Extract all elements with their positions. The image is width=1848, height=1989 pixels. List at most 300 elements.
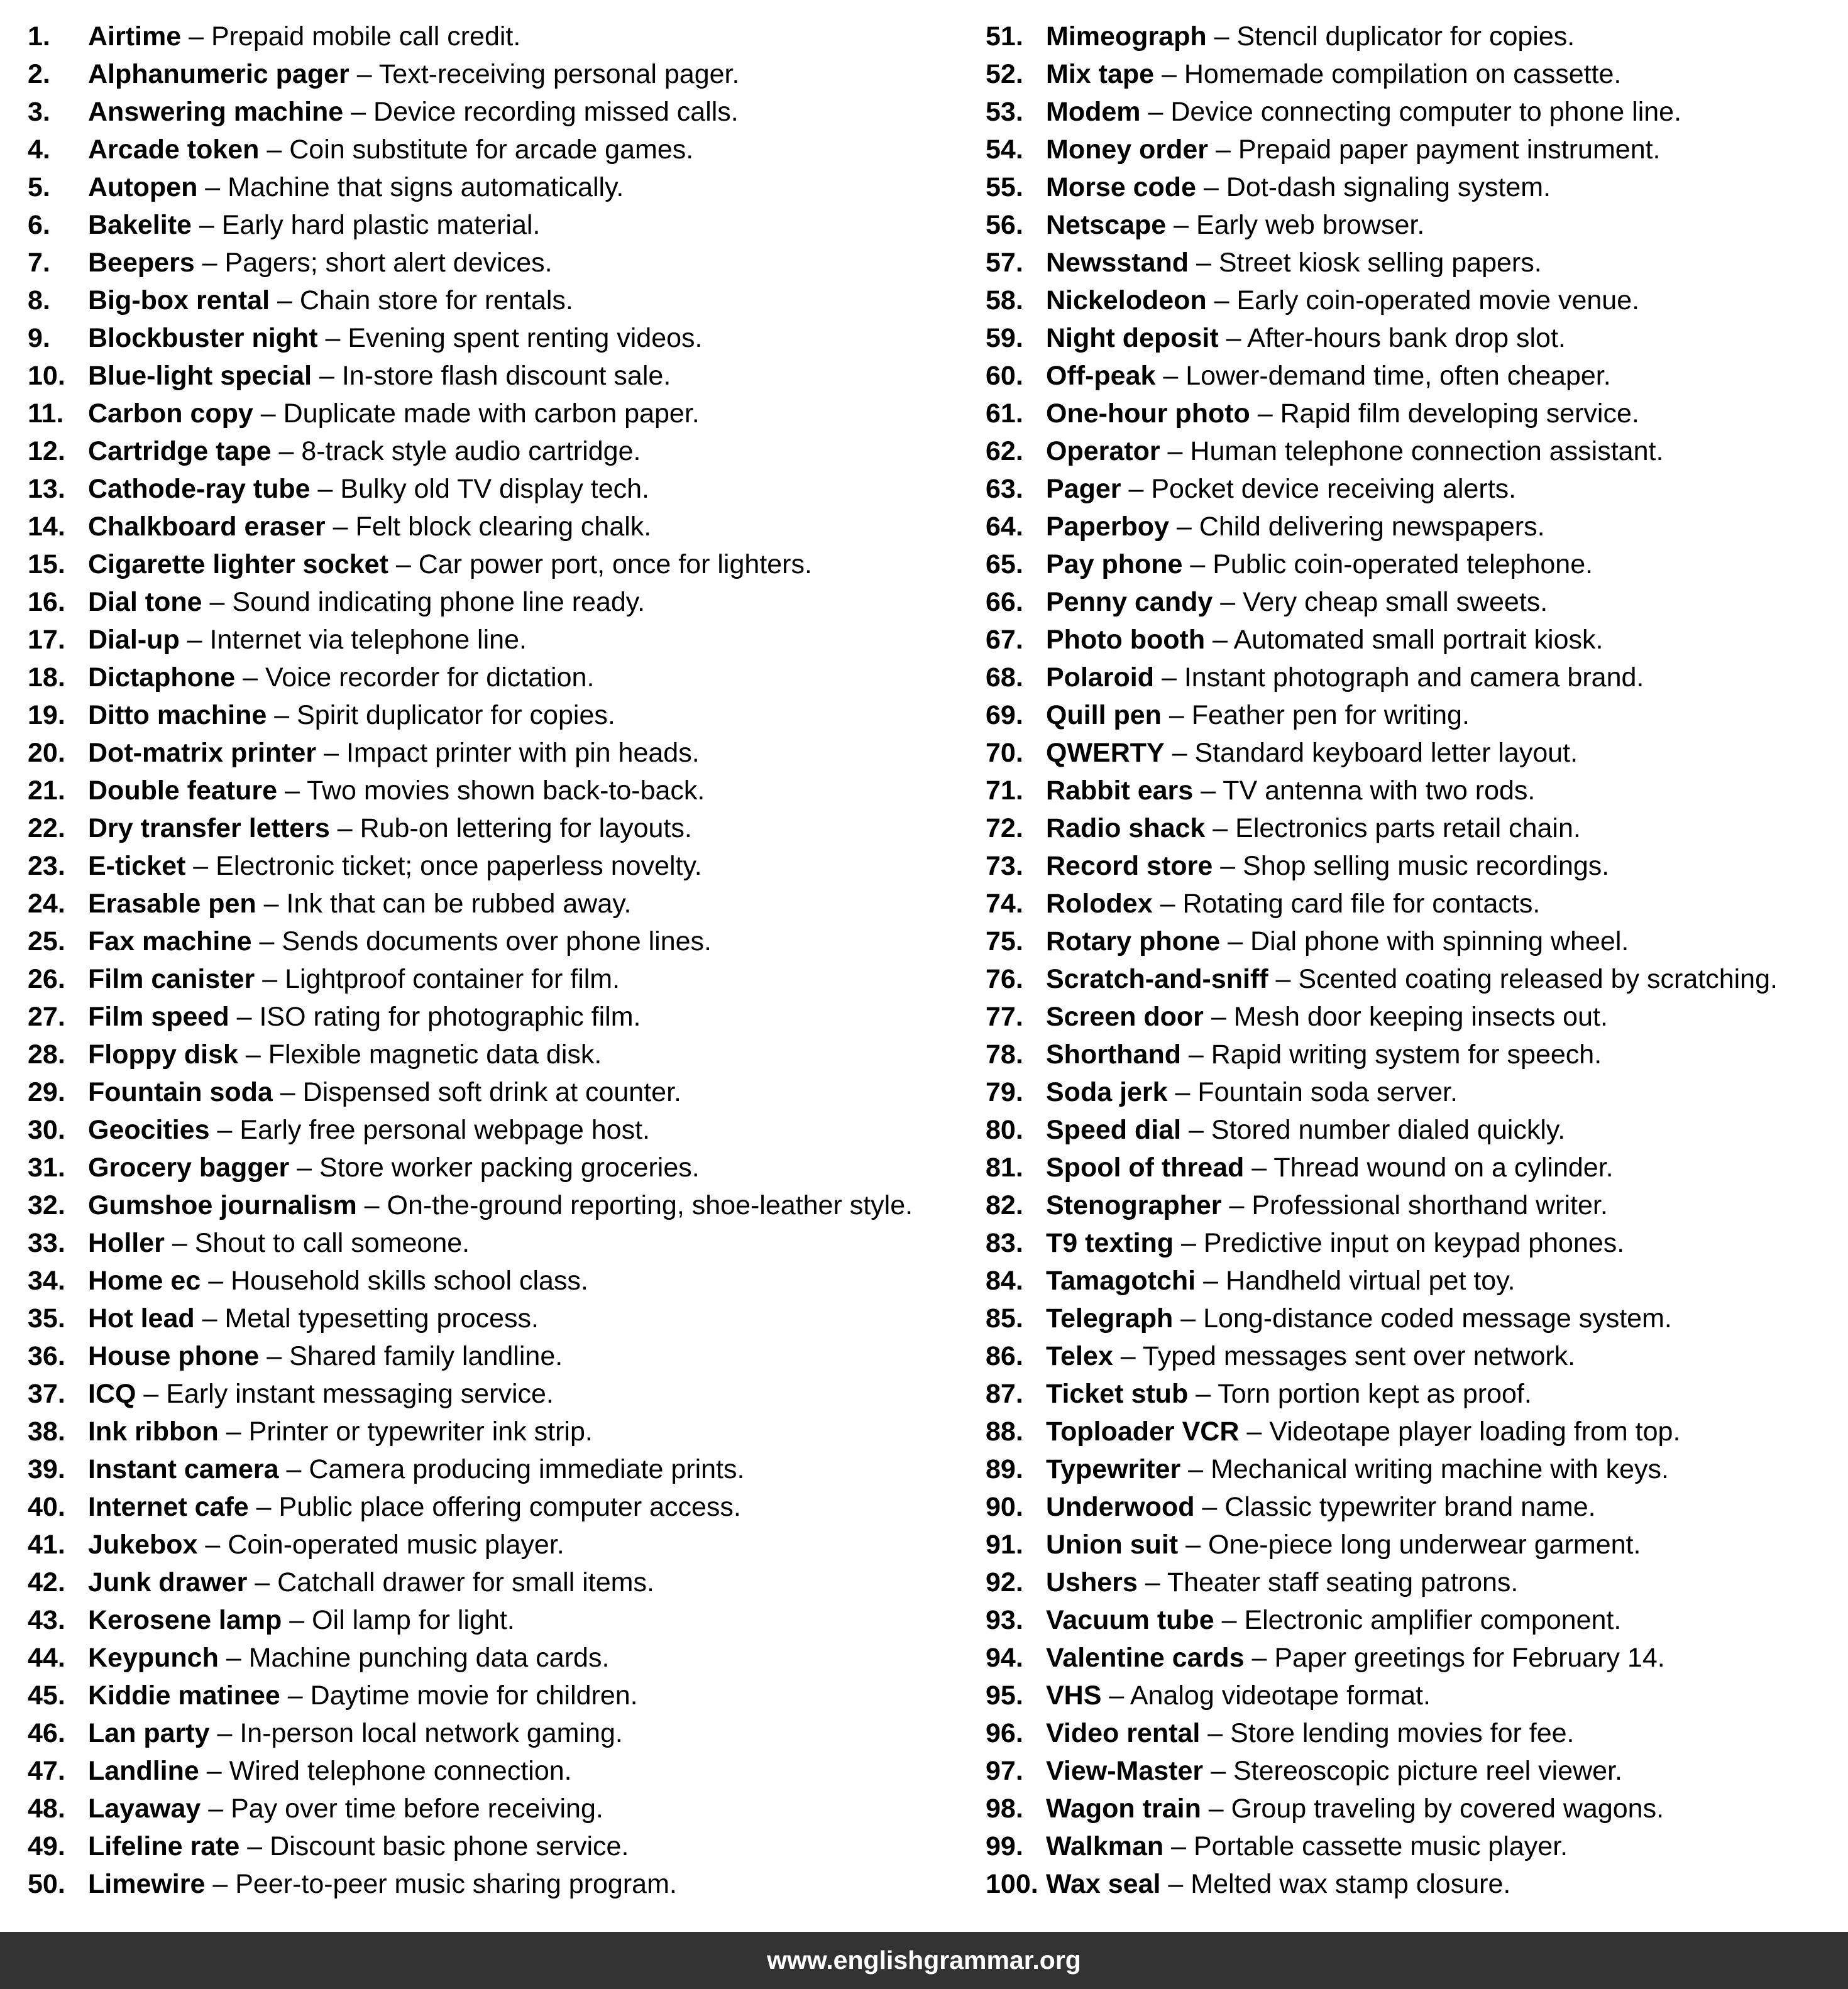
item-number: 58.	[986, 285, 1023, 315]
item-term: House phone	[88, 1341, 260, 1371]
item-text: Shorthand – Rapid writing system for speech.	[1046, 1039, 1602, 1070]
item-term: Speed dial	[1046, 1115, 1182, 1145]
item-definition: Stored number dialed quickly.	[1211, 1115, 1566, 1145]
list-item	[28, 1790, 952, 1827]
list-item	[28, 1073, 952, 1111]
list-item	[28, 319, 952, 357]
item-text: Night deposit – After-hours bank drop slot.	[1046, 323, 1566, 353]
item-definition: Pagers; short alert devices.	[224, 248, 553, 278]
item-number: 96.	[986, 1718, 1023, 1748]
item-definition: Torn portion kept as proof.	[1218, 1379, 1532, 1409]
item-number: 28.	[28, 1039, 65, 1070]
list-item	[986, 998, 1847, 1036]
list-item	[28, 621, 952, 659]
item-text: Modem – Device connecting computer to phone line.	[1046, 97, 1682, 127]
item-number: 65.	[986, 549, 1023, 579]
item-definition: On-the-ground reporting, shoe-leather style.	[387, 1190, 913, 1220]
item-number: 79.	[986, 1077, 1023, 1107]
list-item	[986, 1111, 1847, 1149]
list-item	[986, 1488, 1847, 1526]
item-definition: Early instant messaging service.	[166, 1379, 554, 1409]
item-term: Quill pen	[1046, 700, 1162, 730]
item-number: 7.	[28, 248, 50, 278]
list-item	[986, 583, 1847, 621]
item-text: Stenographer – Professional shorthand writer.	[1046, 1190, 1608, 1220]
item-definition: Coin-operated music player.	[228, 1530, 564, 1560]
item-term: VHS	[1046, 1680, 1102, 1711]
list-item	[28, 508, 952, 545]
item-definition: Melted wax stamp closure.	[1191, 1869, 1511, 1899]
item-number: 17.	[28, 625, 65, 655]
item-number: 37.	[28, 1379, 65, 1409]
item-definition: Ink that can be rubbed away.	[286, 889, 632, 919]
item-text: Pager – Pocket device receiving alerts.	[1046, 474, 1517, 504]
list-item	[986, 1865, 1847, 1903]
item-text: Money order – Prepaid paper payment instrument.	[1046, 134, 1661, 165]
item-definition: Portable cassette music player.	[1194, 1831, 1568, 1861]
item-definition: Rapid film developing service.	[1280, 398, 1639, 429]
item-term: Off-peak	[1046, 361, 1156, 391]
list-item	[986, 357, 1847, 395]
item-definition: Scented coating released by scratching.	[1298, 964, 1778, 994]
item-text: Double feature – Two movies shown back-to-back.	[88, 775, 705, 806]
list-item	[986, 1300, 1847, 1337]
item-number: 35.	[28, 1303, 65, 1334]
item-text: Arcade token – Coin substitute for arcade games.	[88, 134, 694, 165]
item-definition: Spirit duplicator for copies.	[297, 700, 615, 730]
item-number: 20.	[28, 738, 65, 768]
item-term: Screen door	[1046, 1002, 1204, 1032]
item-term: Wax seal	[1046, 1869, 1161, 1899]
list-item	[28, 55, 952, 93]
item-number: 57.	[986, 248, 1023, 278]
item-definition: Shared family landline.	[289, 1341, 563, 1371]
item-definition: Duplicate made with carbon paper.	[283, 398, 700, 429]
item-number: 11.	[28, 398, 64, 429]
item-term: Chalkboard eraser	[88, 512, 326, 542]
item-number: 15.	[28, 549, 65, 579]
item-term: Floppy disk	[88, 1039, 238, 1070]
item-term: Erasable pen	[88, 889, 256, 919]
item-number: 72.	[986, 813, 1023, 843]
item-term: Walkman	[1046, 1831, 1164, 1861]
item-definition: Homemade compilation on cassette.	[1184, 59, 1622, 89]
list-item	[28, 93, 952, 131]
item-term: Beepers	[88, 248, 195, 278]
list-item	[986, 319, 1847, 357]
item-text: Hot lead – Metal typesetting process.	[88, 1303, 539, 1334]
item-term: Dry transfer letters	[88, 813, 330, 843]
item-text: One-hour photo – Rapid film developing service.	[1046, 398, 1639, 429]
item-text: Geocities – Early free personal webpage host.	[88, 1115, 650, 1145]
item-number: 45.	[28, 1680, 65, 1711]
item-term: Limewire	[88, 1869, 206, 1899]
left-term-column	[28, 18, 952, 1903]
item-text: Soda jerk – Fountain soda server.	[1046, 1077, 1458, 1107]
item-term: Rolodex	[1046, 889, 1153, 919]
item-term: Dictaphone	[88, 662, 236, 693]
list-item	[986, 1036, 1847, 1073]
list-item	[986, 168, 1847, 206]
item-number: 40.	[28, 1492, 65, 1522]
item-number: 29.	[28, 1077, 65, 1107]
item-term: Airtime	[88, 21, 182, 52]
item-number: 25.	[28, 926, 65, 956]
item-term: Night deposit	[1046, 323, 1219, 353]
item-number: 68.	[986, 662, 1023, 693]
item-text: Floppy disk – Flexible magnetic data disk.	[88, 1039, 602, 1070]
item-text: Vacuum tube – Electronic amplifier component.	[1046, 1605, 1622, 1635]
item-definition: Evening spent renting videos.	[348, 323, 703, 353]
item-text: Penny candy – Very cheap small sweets.	[1046, 587, 1548, 617]
item-number: 27.	[28, 1002, 65, 1032]
list-item	[986, 1186, 1847, 1224]
item-term: Operator	[1046, 436, 1160, 466]
item-definition: Shop selling music recordings.	[1243, 851, 1610, 881]
item-text: VHS – Analog videotape format.	[1046, 1680, 1431, 1711]
item-term: Modem	[1046, 97, 1141, 127]
item-number: 53.	[986, 97, 1023, 127]
item-definition: Long-distance coded message system.	[1203, 1303, 1672, 1334]
item-number: 47.	[28, 1756, 65, 1786]
item-term: Film speed	[88, 1002, 229, 1032]
item-number: 92.	[986, 1567, 1023, 1597]
item-definition: Mechanical writing machine with keys.	[1211, 1454, 1669, 1484]
item-definition: Machine punching data cards.	[248, 1643, 610, 1673]
item-term: Cartridge tape	[88, 436, 272, 466]
list-item	[28, 1337, 952, 1375]
item-term: Dot-matrix printer	[88, 738, 317, 768]
item-number: 5.	[28, 172, 50, 202]
list-item	[28, 1526, 952, 1564]
item-definition: Wired telephone connection.	[229, 1756, 572, 1786]
item-number: 33.	[28, 1228, 65, 1258]
item-definition: Dial phone with spinning wheel.	[1250, 926, 1629, 956]
item-definition: Prepaid mobile call credit.	[211, 21, 521, 52]
item-definition: Street kiosk selling papers.	[1218, 248, 1542, 278]
item-text: Bakelite – Early hard plastic material.	[88, 210, 541, 240]
item-term: Union suit	[1046, 1530, 1179, 1560]
item-number: 71.	[986, 775, 1023, 806]
footer-website-link[interactable]: www.englishgrammar.org	[767, 1946, 1081, 1975]
item-definition: Typed messages sent over network.	[1142, 1341, 1576, 1371]
list-item	[986, 1601, 1847, 1639]
item-number: 46.	[28, 1718, 65, 1748]
item-term: Netscape	[1046, 210, 1167, 240]
item-term: View-Master	[1046, 1756, 1204, 1786]
item-number: 74.	[986, 889, 1023, 919]
item-definition: Flexible magnetic data disk.	[268, 1039, 602, 1070]
item-text: Nickelodeon – Early coin-operated movie venue.	[1046, 285, 1640, 315]
item-text: Limewire – Peer-to-peer music sharing program.	[88, 1869, 677, 1899]
item-definition: Metal typesetting process.	[224, 1303, 539, 1334]
item-number: 3.	[28, 97, 50, 127]
item-definition: Videotape player loading from top.	[1269, 1416, 1681, 1447]
list-item	[28, 1149, 952, 1186]
item-number: 18.	[28, 662, 65, 693]
item-text: Blue-light special – In-store flash discount sale.	[88, 361, 671, 391]
item-number: 61.	[986, 398, 1023, 429]
item-definition: Standard keyboard letter layout.	[1194, 738, 1578, 768]
list-item	[986, 470, 1847, 508]
list-item	[28, 734, 952, 772]
item-term: Polaroid	[1046, 662, 1155, 693]
item-definition: Text-receiving personal pager.	[378, 59, 740, 89]
list-item	[986, 1149, 1847, 1186]
item-term: Record store	[1046, 851, 1213, 881]
item-term: Kerosene lamp	[88, 1605, 282, 1635]
list-item	[28, 809, 952, 847]
item-text: Alphanumeric pager – Text-receiving personal pager.	[88, 59, 740, 89]
item-number: 10.	[28, 361, 65, 391]
item-number: 26.	[28, 964, 65, 994]
item-text: Paperboy – Child delivering newspapers.	[1046, 512, 1545, 542]
item-number: 48.	[28, 1794, 65, 1824]
item-term: Shorthand	[1046, 1039, 1181, 1070]
item-definition: Shout to call someone.	[194, 1228, 470, 1258]
item-text: QWERTY – Standard keyboard letter layout.	[1046, 738, 1578, 768]
item-definition: Public coin-operated telephone.	[1213, 549, 1593, 579]
item-number: 43.	[28, 1605, 65, 1635]
list-item	[28, 772, 952, 809]
list-item	[28, 960, 952, 998]
item-term: Ink ribbon	[88, 1416, 219, 1447]
list-item	[986, 1224, 1847, 1262]
item-definition: Electronic amplifier component.	[1244, 1605, 1622, 1635]
list-item	[986, 1639, 1847, 1677]
item-definition: Device recording missed calls.	[373, 97, 739, 127]
item-number: 16.	[28, 587, 65, 617]
item-number: 4.	[28, 134, 50, 165]
list-item	[986, 131, 1847, 168]
item-text: View-Master – Stereoscopic picture reel viewer.	[1046, 1756, 1622, 1786]
item-term: Blue-light special	[88, 361, 312, 391]
item-term: Ushers	[1046, 1567, 1138, 1597]
item-number: 24.	[28, 889, 65, 919]
item-text: House phone – Shared family landline.	[88, 1341, 563, 1371]
item-definition: Prepaid paper payment instrument.	[1238, 134, 1661, 165]
item-definition: Dot-dash signaling system.	[1226, 172, 1551, 202]
item-definition: Analog videotape format.	[1130, 1680, 1431, 1711]
item-term: Arcade token	[88, 134, 260, 165]
item-number: 8.	[28, 285, 50, 315]
item-text: Screen door – Mesh door keeping insects out.	[1046, 1002, 1608, 1032]
item-definition: In-store flash discount sale.	[341, 361, 671, 391]
item-number: 44.	[28, 1643, 65, 1673]
list-item	[986, 206, 1847, 244]
list-item	[986, 1262, 1847, 1300]
item-definition: Rapid writing system for speech.	[1211, 1039, 1602, 1070]
item-text: Cathode-ray tube – Bulky old TV display tech.	[88, 474, 649, 504]
item-text: Lan party – In-person local network gaming.	[88, 1718, 623, 1748]
item-definition: Two movies shown back-to-back.	[307, 775, 705, 806]
item-term: Answering machine	[88, 97, 344, 127]
item-term: Money order	[1046, 134, 1209, 165]
item-number: 32.	[28, 1190, 65, 1220]
list-item	[28, 1262, 952, 1300]
item-text: Holler – Shout to call someone.	[88, 1228, 470, 1258]
item-text: Chalkboard eraser – Felt block clearing chalk.	[88, 512, 652, 542]
item-term: Rabbit ears	[1046, 775, 1194, 806]
item-definition: Household skills school class.	[231, 1266, 588, 1296]
item-term: Newsstand	[1046, 248, 1189, 278]
item-text: Tamagotchi – Handheld virtual pet toy.	[1046, 1266, 1515, 1296]
item-definition: Catchall drawer for small items.	[277, 1567, 654, 1597]
item-number: 52.	[986, 59, 1023, 89]
item-number: 42.	[28, 1567, 65, 1597]
item-text: Big-box rental – Chain store for rentals.	[88, 285, 573, 315]
item-definition: Store worker packing groceries.	[319, 1153, 700, 1183]
list-item	[986, 696, 1847, 734]
item-text: Airtime – Prepaid mobile call credit.	[88, 21, 521, 52]
item-number: 82.	[986, 1190, 1023, 1220]
item-definition: Very cheap small sweets.	[1243, 587, 1548, 617]
item-text: Cigarette lighter socket – Car power port, once for lighters.	[88, 549, 812, 579]
list-item	[28, 1865, 952, 1903]
item-text: Dictaphone – Voice recorder for dictation.	[88, 662, 595, 693]
item-definition: Sound indicating phone line ready.	[232, 587, 646, 617]
item-text: Radio shack – Electronics parts retail chain.	[1046, 813, 1581, 843]
item-number: 62.	[986, 436, 1023, 466]
item-term: Film canister	[88, 964, 255, 994]
item-number: 83.	[986, 1228, 1023, 1258]
item-definition: Store lending movies for fee.	[1230, 1718, 1575, 1748]
item-text: Rolodex – Rotating card file for contacts.	[1046, 889, 1541, 919]
list-item	[28, 131, 952, 168]
item-number: 64.	[986, 512, 1023, 542]
item-term: Junk drawer	[88, 1567, 248, 1597]
item-definition: Dispensed soft drink at counter.	[302, 1077, 681, 1107]
item-definition: Professional shorthand writer.	[1251, 1190, 1608, 1220]
item-term: Autopen	[88, 172, 198, 202]
item-number: 49.	[28, 1831, 65, 1861]
item-term: Penny candy	[1046, 587, 1213, 617]
item-number: 12.	[28, 436, 65, 466]
item-term: T9 texting	[1046, 1228, 1174, 1258]
item-term: Pay phone	[1046, 549, 1183, 579]
item-number: 41.	[28, 1530, 65, 1560]
item-definition: Lightproof container for film.	[285, 964, 620, 994]
item-definition: Oil lamp for light.	[312, 1605, 515, 1635]
item-text: Mimeograph – Stencil duplicator for copies.	[1046, 21, 1575, 52]
item-term: Valentine cards	[1046, 1643, 1245, 1673]
right-term-column	[986, 18, 1847, 1903]
item-number: 56.	[986, 210, 1023, 240]
item-text: Lifeline rate – Discount basic phone service.	[88, 1831, 629, 1861]
item-number: 51.	[986, 21, 1023, 52]
item-text: Ticket stub – Torn portion kept as proof.	[1046, 1379, 1532, 1409]
list-item	[986, 1564, 1847, 1601]
list-item	[28, 470, 952, 508]
list-item	[986, 734, 1847, 772]
item-term: Radio shack	[1046, 813, 1206, 843]
item-number: 69.	[986, 700, 1023, 730]
item-number: 2.	[28, 59, 50, 89]
list-item	[986, 1337, 1847, 1375]
item-text: Mix tape – Homemade compilation on cassette.	[1046, 59, 1622, 89]
item-term: Bakelite	[88, 210, 192, 240]
item-text: Underwood – Classic typewriter brand name.	[1046, 1492, 1596, 1522]
list-item	[28, 18, 952, 55]
item-term: Tamagotchi	[1046, 1266, 1196, 1296]
item-definition: Device connecting computer to phone line.	[1170, 97, 1682, 127]
item-number: 34.	[28, 1266, 65, 1296]
item-number: 22.	[28, 813, 65, 843]
item-term: Dial tone	[88, 587, 202, 617]
item-number: 89.	[986, 1454, 1023, 1484]
list-item	[986, 1450, 1847, 1488]
item-term: E-ticket	[88, 851, 186, 881]
item-definition: Early hard plastic material.	[221, 210, 541, 240]
item-term: Double feature	[88, 775, 278, 806]
list-item	[28, 545, 952, 583]
item-term: Paperboy	[1046, 512, 1169, 542]
item-definition: Car power port, once for lighters.	[418, 549, 812, 579]
item-definition: Peer-to-peer music sharing program.	[235, 1869, 677, 1899]
item-number: 60.	[986, 361, 1023, 391]
list-item	[986, 545, 1847, 583]
item-definition: Child delivering newspapers.	[1199, 512, 1545, 542]
item-definition: Early free personal webpage host.	[239, 1115, 650, 1145]
item-definition: Public place offering computer access.	[278, 1492, 741, 1522]
item-definition: Pay over time before receiving.	[231, 1794, 603, 1824]
item-text: Film speed – ISO rating for photographic film.	[88, 1002, 641, 1032]
item-text: Spool of thread – Thread wound on a cylinder.	[1046, 1153, 1614, 1183]
list-item	[986, 1752, 1847, 1790]
item-text: Wax seal – Melted wax stamp closure.	[1046, 1869, 1511, 1899]
item-text: Carbon copy – Duplicate made with carbon paper.	[88, 398, 700, 429]
item-definition: Human telephone connection assistant.	[1190, 436, 1664, 466]
item-text: Polaroid – Instant photograph and camera brand.	[1046, 662, 1644, 693]
item-term: Morse code	[1046, 172, 1196, 202]
list-item	[28, 1564, 952, 1601]
item-text: Rabbit ears – TV antenna with two rods.	[1046, 775, 1536, 806]
item-definition: Stencil duplicator for copies.	[1236, 21, 1575, 52]
item-number: 88.	[986, 1416, 1023, 1447]
item-number: 1.	[28, 21, 50, 52]
item-term: Alphanumeric pager	[88, 59, 349, 89]
item-number: 38.	[28, 1416, 65, 1447]
list-item	[986, 282, 1847, 319]
item-term: Cigarette lighter socket	[88, 549, 388, 579]
item-term: Landline	[88, 1756, 199, 1786]
item-text: Film canister – Lightproof container for film.	[88, 964, 620, 994]
item-definition: Classic typewriter brand name.	[1224, 1492, 1596, 1522]
item-number: 91.	[986, 1530, 1023, 1560]
list-item	[986, 847, 1847, 885]
item-definition: Bulky old TV display tech.	[340, 474, 649, 504]
item-text: Junk drawer – Catchall drawer for small items.	[88, 1567, 654, 1597]
footer-bar	[0, 1932, 1848, 1989]
item-term: Hot lead	[88, 1303, 195, 1334]
item-number: 98.	[986, 1794, 1023, 1824]
item-text: Operator – Human telephone connection assistant.	[1046, 436, 1664, 466]
item-definition: Discount basic phone service.	[270, 1831, 629, 1861]
list-item	[28, 432, 952, 470]
item-number: 77.	[986, 1002, 1023, 1032]
item-number: 63.	[986, 474, 1023, 504]
list-item	[986, 395, 1847, 432]
list-item	[986, 93, 1847, 131]
list-item	[28, 206, 952, 244]
item-definition: Thread wound on a cylinder.	[1273, 1153, 1614, 1183]
item-term: Lan party	[88, 1718, 210, 1748]
item-definition: Voice recorder for dictation.	[265, 662, 595, 693]
list-item	[986, 621, 1847, 659]
list-item	[28, 395, 952, 432]
item-text: Ink ribbon – Printer or typewriter ink strip.	[88, 1416, 593, 1447]
item-definition: Feather pen for writing.	[1191, 700, 1470, 730]
